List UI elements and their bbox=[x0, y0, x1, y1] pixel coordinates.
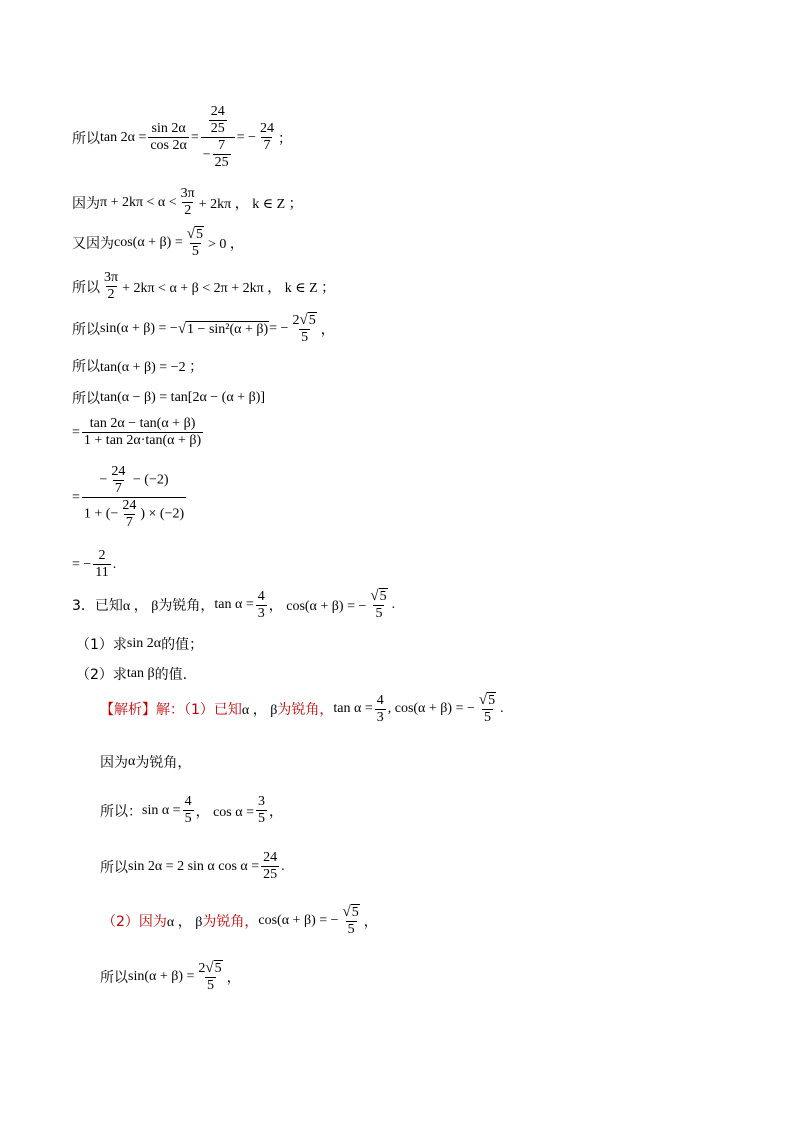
math: tan β bbox=[126, 666, 155, 681]
math: ， bbox=[363, 915, 378, 930]
math: sin 2α bbox=[126, 636, 162, 651]
math: , cos(α + β) = − bbox=[387, 701, 475, 716]
radicand: 5 bbox=[351, 905, 359, 920]
denominator bbox=[201, 137, 235, 171]
text-lead: 所以 bbox=[72, 359, 100, 375]
math: tan α = bbox=[333, 701, 373, 716]
solution-line-1 bbox=[100, 692, 504, 726]
fraction bbox=[213, 138, 231, 171]
denominator: 5 bbox=[207, 978, 215, 993]
math: ) × (−2) bbox=[140, 506, 185, 522]
text-lead: 又因为 bbox=[72, 236, 114, 252]
numerator: 4 bbox=[376, 692, 384, 708]
fraction bbox=[258, 121, 276, 154]
denominator: cos 2α bbox=[150, 138, 187, 153]
math: sin(α + β) = − bbox=[100, 321, 178, 336]
denominator: 7 bbox=[114, 481, 122, 496]
numerator: 24 bbox=[122, 498, 137, 513]
radicand: 5 bbox=[308, 313, 316, 328]
text: 的值； bbox=[161, 637, 204, 653]
text-lead: 解：（1）已知 bbox=[156, 702, 242, 718]
solution-line-2 bbox=[100, 752, 191, 772]
question-3-part-2 bbox=[76, 664, 187, 684]
text: 为锐角， bbox=[158, 598, 215, 614]
math: ， bbox=[320, 323, 335, 338]
denominator: 25 bbox=[263, 867, 278, 882]
question-3 bbox=[72, 588, 395, 622]
math: π + 2kπ < α < bbox=[100, 194, 177, 210]
numerator: 24 bbox=[210, 104, 225, 119]
numerator: tan 2α − tan(α + β) bbox=[89, 416, 196, 431]
numerator bbox=[477, 692, 498, 709]
solution-line-5 bbox=[102, 904, 378, 938]
radicand: 5 bbox=[214, 961, 222, 976]
coefficient: 2 bbox=[198, 961, 206, 976]
numerator: 3π bbox=[104, 270, 119, 285]
text: 为锐角， bbox=[277, 702, 334, 718]
text-lead: （2）求 bbox=[76, 667, 127, 683]
fraction bbox=[341, 904, 362, 938]
math: cos(α + β) = bbox=[114, 235, 183, 250]
math: ， cos α = bbox=[195, 804, 254, 820]
math: α ， β bbox=[241, 703, 278, 718]
sqrt bbox=[178, 321, 269, 337]
numerator bbox=[368, 588, 389, 605]
math: 1 + (− bbox=[83, 506, 119, 522]
solution-line-4 bbox=[100, 850, 285, 883]
math: tan(α + β) = −2 ； bbox=[100, 360, 204, 375]
denominator: 5 bbox=[257, 811, 265, 826]
fraction bbox=[477, 692, 498, 726]
numerator bbox=[185, 226, 206, 243]
line-result bbox=[72, 548, 116, 581]
math: . bbox=[500, 701, 504, 716]
numerator bbox=[341, 904, 362, 921]
text-lead: （2）因为 bbox=[102, 914, 167, 930]
math: tan(α − β) = tan[2α − (α + β)] bbox=[100, 390, 266, 405]
fraction bbox=[290, 312, 318, 346]
numerator: 24 bbox=[111, 464, 126, 479]
math: + 2kπ ， k ∈ Z ； bbox=[198, 196, 303, 212]
fraction bbox=[375, 693, 386, 726]
denominator: 25 bbox=[214, 155, 229, 170]
math: ， cos(α + β) = − bbox=[268, 599, 367, 614]
denominator: 5 bbox=[375, 606, 383, 621]
denominator: 7 bbox=[125, 515, 133, 530]
fraction bbox=[120, 498, 138, 531]
numerator bbox=[205, 104, 231, 137]
text-lead: 所以 bbox=[72, 322, 100, 338]
fraction bbox=[256, 794, 267, 827]
numerator: 3 bbox=[257, 794, 265, 809]
math: . bbox=[112, 556, 117, 572]
sqrt-icon: √ bbox=[186, 226, 195, 242]
text-lead: 所以 bbox=[72, 130, 100, 147]
text-lead: 因为 bbox=[72, 195, 100, 212]
denominator bbox=[82, 497, 186, 531]
sqrt bbox=[299, 312, 316, 328]
numerator: sin 2α bbox=[151, 121, 186, 136]
line-tan-formula bbox=[72, 416, 205, 449]
numerator: 24 bbox=[259, 121, 274, 136]
numerator: 3π bbox=[180, 186, 195, 201]
math: = − bbox=[72, 556, 92, 572]
math: = − bbox=[236, 129, 256, 145]
line-substitute bbox=[72, 464, 188, 531]
fraction bbox=[109, 464, 127, 497]
question-number: 3．已知 bbox=[72, 598, 123, 614]
sqrt-icon: √ bbox=[299, 312, 308, 328]
fraction bbox=[368, 588, 389, 622]
sqrt-icon: √ bbox=[205, 960, 214, 976]
denominator: 5 bbox=[301, 330, 309, 345]
text: 为锐角， bbox=[135, 755, 192, 771]
sqrt-icon: √ bbox=[342, 904, 351, 920]
math: + 2kπ < α + β < 2π + 2kπ ， k ∈ Z ； bbox=[122, 280, 336, 296]
math: sin α = bbox=[142, 802, 181, 818]
question-3-part-1 bbox=[76, 634, 203, 654]
minus-sign: − bbox=[99, 472, 108, 488]
solution-line-3 bbox=[100, 794, 283, 827]
math: . bbox=[281, 858, 285, 874]
denominator: 11 bbox=[95, 565, 109, 580]
sqrt bbox=[370, 588, 387, 604]
sqrt bbox=[205, 960, 222, 976]
fraction bbox=[256, 589, 267, 622]
sqrt bbox=[479, 692, 496, 708]
text-lead: 因为 bbox=[100, 755, 128, 771]
denominator: 5 bbox=[184, 811, 192, 826]
line-range-alpha bbox=[72, 186, 303, 219]
denominator: 25 bbox=[210, 121, 225, 136]
text-lead: （1）求 bbox=[76, 637, 127, 653]
line-tan-diff bbox=[72, 388, 265, 408]
denominator: 5 bbox=[347, 922, 355, 937]
fraction bbox=[261, 850, 279, 883]
denominator: 3 bbox=[257, 605, 265, 621]
numerator bbox=[98, 464, 171, 497]
math: cos(α + β) = − bbox=[258, 913, 339, 928]
sqrt bbox=[343, 904, 360, 920]
line-tan2alpha bbox=[72, 104, 292, 171]
math: . bbox=[391, 597, 396, 612]
sqrt-icon: √ bbox=[478, 692, 488, 708]
text-lead: 所以 bbox=[100, 859, 128, 876]
solution-line-6 bbox=[100, 960, 241, 994]
fraction bbox=[196, 960, 224, 994]
denominator: 5 bbox=[191, 244, 199, 259]
radicand: 5 bbox=[379, 589, 387, 604]
sqrt bbox=[187, 226, 204, 242]
radicand: 1 − sin²(α + β) bbox=[187, 322, 269, 337]
denominator: 7 bbox=[263, 138, 271, 153]
denominator: 5 bbox=[483, 710, 491, 725]
text-lead: 所以 bbox=[72, 391, 100, 407]
math: sin 2α = 2 sin α cos α = bbox=[128, 858, 260, 874]
fraction bbox=[93, 548, 110, 581]
math: α ， β bbox=[166, 915, 203, 930]
fraction bbox=[179, 186, 197, 219]
minus-sign: − bbox=[202, 147, 211, 163]
radicand: 5 bbox=[195, 227, 203, 242]
denominator: 2 bbox=[107, 287, 115, 302]
fraction bbox=[185, 226, 206, 260]
math: = − bbox=[269, 321, 289, 336]
fraction bbox=[82, 416, 203, 449]
numerator: 4 bbox=[184, 794, 192, 809]
compound-fraction bbox=[201, 104, 235, 171]
math: ， bbox=[226, 971, 241, 986]
math: α ， β bbox=[122, 599, 159, 614]
math: = bbox=[72, 424, 80, 440]
text: 为锐角， bbox=[202, 914, 259, 930]
fraction bbox=[183, 794, 194, 827]
numerator: 7 bbox=[218, 138, 226, 153]
fraction bbox=[102, 270, 120, 303]
line-range-sum bbox=[72, 270, 335, 303]
denominator: 2 bbox=[184, 203, 192, 218]
coefficient: 2 bbox=[292, 313, 300, 328]
sqrt-icon: √ bbox=[370, 588, 379, 604]
line-sin-sum bbox=[72, 312, 335, 346]
line-cos-positive bbox=[72, 226, 244, 260]
text-lead: 所以 bbox=[72, 279, 100, 296]
math: tan 2α = bbox=[100, 129, 147, 145]
math: > 0 ， bbox=[207, 237, 244, 252]
numerator bbox=[196, 960, 224, 977]
text: 的值. bbox=[154, 667, 188, 683]
sqrt-icon: √ bbox=[177, 321, 187, 337]
math: − (−2) bbox=[129, 472, 169, 488]
text-lead: 所以： bbox=[100, 803, 142, 820]
math: tan α = bbox=[214, 597, 254, 612]
math: sin(α + β) = bbox=[128, 969, 195, 984]
math: α bbox=[128, 754, 136, 769]
numerator: 24 bbox=[263, 850, 278, 865]
denominator: 1 + tan 2α·tan(α + β) bbox=[83, 433, 202, 448]
line-tan-sum bbox=[72, 356, 203, 376]
denominator: 3 bbox=[376, 709, 384, 725]
math: ； bbox=[277, 131, 292, 147]
math: = bbox=[72, 489, 80, 505]
fraction bbox=[148, 121, 189, 154]
math: ， bbox=[268, 804, 283, 820]
fraction bbox=[209, 104, 227, 137]
solution-tag: 【解析】 bbox=[100, 702, 156, 718]
text-lead: 所以 bbox=[100, 970, 128, 986]
numerator: 2 bbox=[98, 548, 106, 563]
numerator bbox=[290, 312, 318, 329]
radicand: 5 bbox=[488, 693, 496, 708]
numerator: 4 bbox=[257, 588, 265, 604]
math: = bbox=[190, 129, 199, 145]
compound-fraction bbox=[82, 464, 186, 531]
